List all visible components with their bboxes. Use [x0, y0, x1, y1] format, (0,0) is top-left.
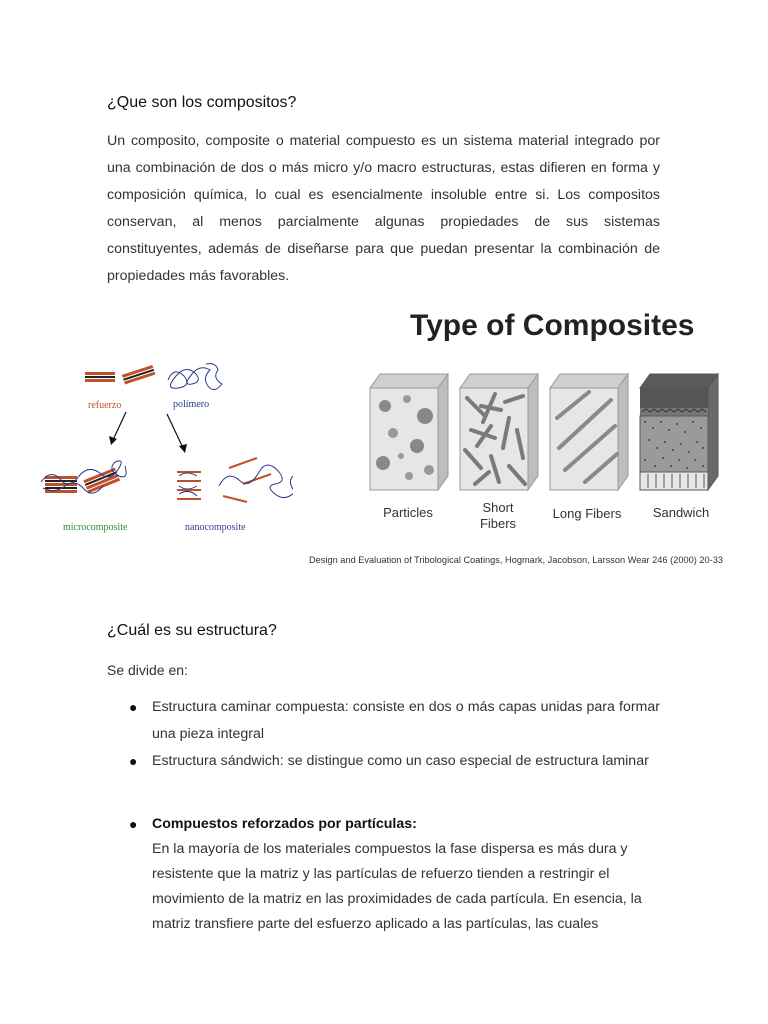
micro-nano-composite-figure — [33, 336, 293, 548]
label-short-fibers: Short Fibers — [479, 500, 517, 531]
particles-box — [370, 374, 448, 490]
label-particles: Particles — [383, 505, 433, 520]
list-item-text: Estructura caminar compuesta: consiste en dos o más capas unidas para formar una pieza integral — [152, 699, 660, 742]
intro-paragraph: Un composito, composite o material compuesto es un sistema material integrado por una combinación de dos o más micro y/o macro estructuras, estas difieren en forma y composición química, lo cual es esencialmente insoluble entre si. Los compositos conservan, al menos parcialmente algunas propiedades de sus sistemas constituyentes, además de diseñarse para que puedan presentar la combinación de propiedades más favorables. — [107, 133, 660, 284]
arrow-icon — [167, 414, 187, 453]
figure-title: Type of Composites — [410, 309, 695, 342]
nanocomposite-graphic — [177, 458, 293, 502]
list-item — [107, 812, 660, 937]
reinforcement-bars — [85, 365, 155, 384]
microcomposite-graphic — [41, 461, 126, 493]
long-fibers-box — [550, 374, 628, 490]
refuerzo-label: refuerzo — [88, 400, 122, 411]
list-item-text: En la mayoría de los materiales compuestos la fase dispersa es más dura y resistente que la matriz y las partículas de refuerzo tienden a restringir el movimiento de la matriz en las proximidades de cada partícula. En esencia, la matriz transfiere parte del esfuerzo aplicado a las partículas, las cuales — [152, 841, 642, 932]
nanocomposite-label: nanocomposite — [185, 522, 246, 533]
list-item-text: Estructura sándwich: se distingue como un caso especial de estructura laminar — [152, 753, 649, 769]
sandwich-box — [640, 374, 718, 490]
type-of-composites-figure — [305, 298, 735, 573]
bullet-icon: ● — [129, 816, 138, 832]
bullet-icon: ● — [129, 699, 138, 715]
arrow-icon — [109, 412, 126, 445]
section-heading-compositos: ¿Que son los compositos? — [107, 94, 297, 111]
microcomposite-label: microcomposite — [63, 522, 128, 533]
section-heading-estructura: ¿Cuál es su estructura? — [107, 622, 277, 639]
polimero-label: polímero — [173, 399, 210, 410]
list-item-title: Compuestos reforzados por partículas: — [152, 816, 417, 832]
polymer-coil — [168, 364, 222, 390]
label-long-fibers: Long Fibers — [552, 506, 622, 521]
structure-list — [107, 694, 660, 775]
short-fibers-box — [460, 374, 538, 490]
list-item — [107, 748, 660, 775]
label-sandwich: Sandwich — [652, 505, 710, 520]
reinforced-list — [107, 812, 660, 937]
list-item — [107, 694, 660, 748]
section-intro: Se divide en: — [107, 662, 188, 678]
bullet-icon: ● — [129, 753, 138, 769]
figure-caption: Design and Evaluation of Tribological Coatings, Hogmark, Jacobson, Larsson Wear 246 (2000) 20-33 — [309, 555, 723, 566]
